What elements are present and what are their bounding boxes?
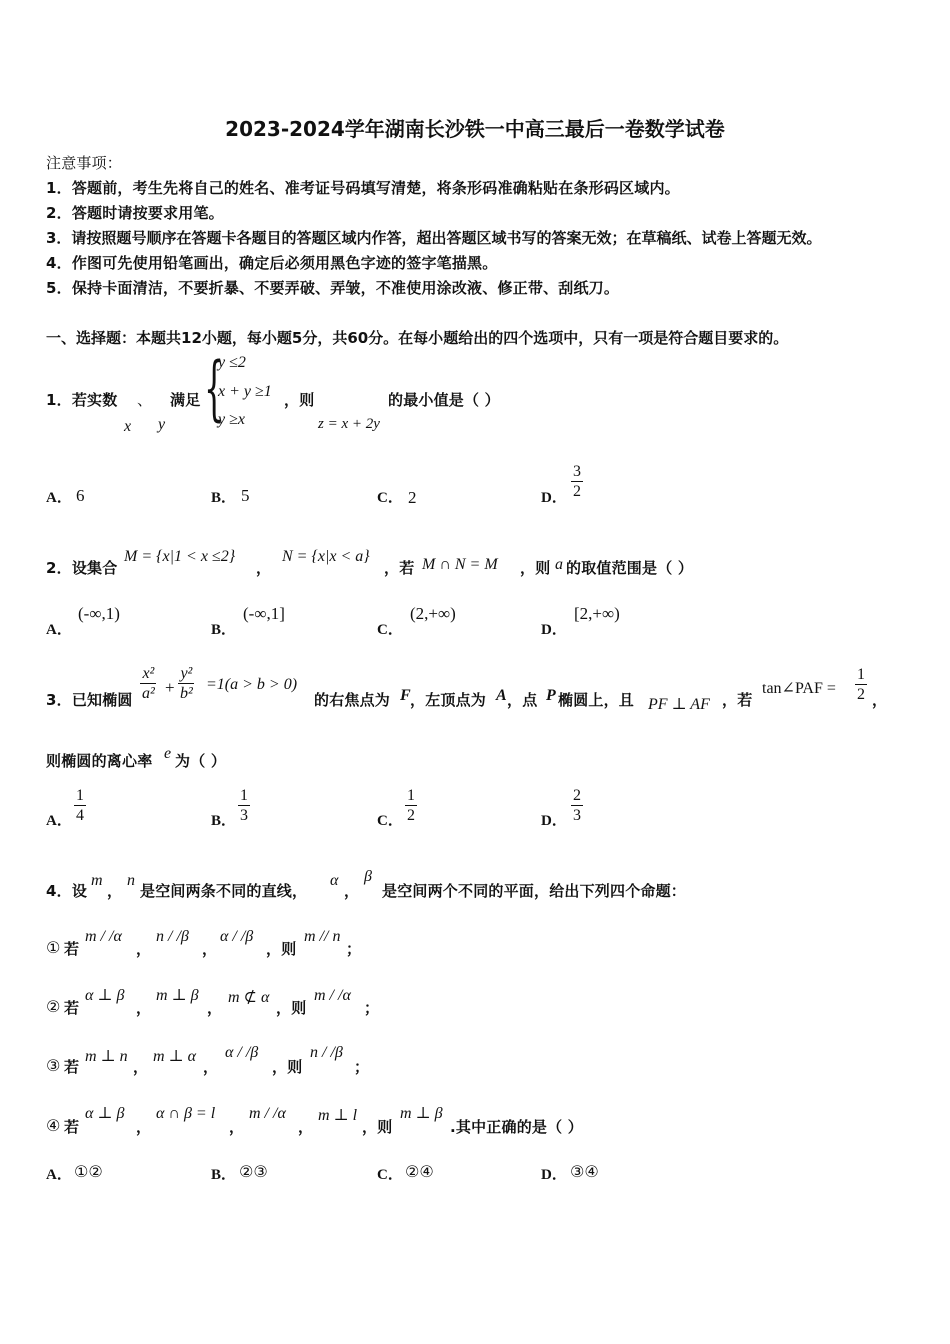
var-beta: β <box>364 868 372 885</box>
ze: ，则 <box>266 940 297 958</box>
prop-4-cond-c: m / /α <box>249 1105 286 1122</box>
notes-heading: 注意事项： <box>46 154 123 172</box>
q2-comma: ， <box>256 559 272 577</box>
numerator: x² <box>142 665 155 682</box>
comma: ， <box>202 940 218 958</box>
comma: ， <box>136 1118 152 1136</box>
ruo: 若 <box>64 999 80 1017</box>
ellipse-x-term <box>140 664 157 703</box>
ruo: 若 <box>64 1118 80 1136</box>
prop-2-result: m / /α <box>314 987 351 1004</box>
option-c-fraction[interactable] <box>405 786 417 825</box>
note-item: 3．请按照题号顺序在答题卡各题目的答题区域内作答，超出答题区域书写的答案无效；在草稿纸、试卷上答题无效。 <box>46 229 822 247</box>
ze: ，则 <box>362 1118 393 1136</box>
point-p: P <box>546 687 556 704</box>
point-f: F <box>400 687 411 704</box>
option-b-value[interactable]: (-∞,1] <box>243 604 285 623</box>
var-m: m <box>91 872 103 889</box>
page-title: 2023-2024学年湖南长沙铁一中高三最后一卷数学试卷 <box>225 117 725 141</box>
intersection-cond: M ∩ N = M <box>422 556 498 573</box>
option-a-fraction[interactable] <box>74 786 86 825</box>
option-d-label[interactable]: D． <box>541 1167 567 1183</box>
var-e: e <box>164 745 172 762</box>
q2-mid: ，若 <box>384 559 415 577</box>
option-a-value[interactable]: 6 <box>76 486 85 505</box>
q3-text1: 的右焦点为 <box>314 691 391 709</box>
q4-comma: ， <box>344 882 360 900</box>
comma: ， <box>298 1118 314 1136</box>
prop-1-cond-c: α / /β <box>220 928 254 945</box>
set-n: N = {x|x < a} <box>282 548 370 565</box>
prop-3-mark: ③ <box>46 1056 61 1075</box>
perpendicular-cond: PF ⊥ AF <box>648 696 710 713</box>
var-y: y <box>158 416 166 433</box>
q3-text6: ， <box>872 691 888 709</box>
option-a-label[interactable]: A． <box>46 622 72 638</box>
left-brace: { <box>204 347 225 429</box>
q1-prefix: 1．若实数 <box>46 391 118 409</box>
denominator: 3 <box>240 807 248 824</box>
var-a: a <box>555 556 563 573</box>
prop-1-mark: ① <box>46 938 61 957</box>
denominator: 4 <box>76 807 84 824</box>
prop-2-cond-c: m ⊄ α <box>228 989 270 1006</box>
denominator: a² <box>142 685 155 702</box>
prop-3-cond-a: m ⊥ n <box>85 1048 128 1065</box>
var-alpha: α <box>330 872 339 889</box>
semicolon: ； <box>354 1058 370 1076</box>
point-a: A <box>496 687 507 704</box>
option-c-value[interactable]: (2,+∞) <box>410 604 456 623</box>
q3-prefix: 3．已知椭圆 <box>46 691 133 709</box>
ruo: 若 <box>64 1058 80 1076</box>
option-d-label[interactable]: D． <box>541 813 567 829</box>
numerator: y² <box>180 665 193 682</box>
numerator: 2 <box>573 787 581 804</box>
option-b-label[interactable]: B． <box>211 490 237 506</box>
tan-fraction <box>855 665 867 704</box>
q3-text2: ，左顶点为 <box>410 691 487 709</box>
option-b-label[interactable]: B． <box>211 622 237 638</box>
denominator: 2 <box>573 483 581 500</box>
prop-1-cond-a: m / /α <box>85 928 122 945</box>
q3-text4: 椭圆上，且 <box>558 691 635 709</box>
prop-3-cond-b: m ⊥ α <box>153 1048 196 1065</box>
comma: ， <box>136 999 152 1017</box>
q2-suffix: 的取值范围是（ ） <box>566 559 694 577</box>
option-a-label[interactable]: A． <box>46 490 72 506</box>
q3-line2a: 则椭圆的离心率 <box>46 752 153 770</box>
q1-suffix: 的最小值是（ ） <box>388 391 500 409</box>
option-c-value[interactable]: ②④ <box>405 1162 434 1181</box>
q2-prefix: 2．设集合 <box>46 559 118 577</box>
semicolon: ； <box>346 940 362 958</box>
option-b-value[interactable]: 5 <box>241 486 250 505</box>
comma: ， <box>203 1058 219 1076</box>
q3-text5: ，若 <box>722 691 753 709</box>
option-d-value[interactable]: [2,+∞) <box>574 604 620 623</box>
q4-text1: 是空间两条不同的直线， <box>140 882 308 900</box>
comma: ， <box>207 999 223 1017</box>
numerator: 1 <box>407 787 415 804</box>
q1-then: ，则 <box>284 391 315 409</box>
numerator: 1 <box>240 787 248 804</box>
tan-cond: tan∠PAF = <box>762 680 836 697</box>
denominator: 3 <box>573 807 581 824</box>
ze: ，则 <box>272 1058 303 1076</box>
note-item: 5．保持卡面清洁，不要折暴、不要弄破、弄皱，不准使用涂改液、修正带、刮纸刀。 <box>46 279 620 297</box>
prop-4-cond-b: α ∩ β = l <box>156 1105 216 1122</box>
option-d-fraction[interactable] <box>571 786 583 825</box>
q2-mid2: ，则 <box>520 559 551 577</box>
denominator: b² <box>180 685 193 702</box>
ellipse-y-term <box>178 664 195 703</box>
note-item: 2．答题时请按要求用笔。 <box>46 204 224 222</box>
prop-4-tail: .其中正确的是（ ） <box>450 1118 583 1136</box>
note-item: 1．答题前，考生先将自己的姓名、准考证号码填写清楚，将条形码准确粘贴在条形码区域内。 <box>46 179 680 197</box>
prop-4-result: m ⊥ β <box>400 1105 443 1122</box>
prop-3-cond-c: α / /β <box>225 1044 259 1061</box>
semicolon: ； <box>364 999 380 1017</box>
constraint-3: y ≥x <box>218 411 245 428</box>
option-c-label[interactable]: C． <box>377 1167 403 1183</box>
option-b-label[interactable]: B． <box>211 813 237 829</box>
option-c-label[interactable]: C． <box>377 622 403 638</box>
option-d-value[interactable]: ③④ <box>570 1162 599 1181</box>
prop-1-cond-b: n / /β <box>156 928 189 945</box>
q3-line2b: 为（ ） <box>175 752 227 770</box>
prop-4-cond-d: m ⊥ l <box>318 1107 358 1124</box>
prop-4-mark: ④ <box>46 1116 61 1135</box>
prop-2-cond-b: m ⊥ β <box>156 987 199 1004</box>
numerator: 3 <box>573 463 581 480</box>
prop-3-result: n / /β <box>310 1044 343 1061</box>
q1-cond: 满足 <box>170 391 201 409</box>
ze: ，则 <box>276 999 307 1017</box>
option-d-label[interactable]: D． <box>541 622 567 638</box>
option-d-label[interactable]: D． <box>541 490 567 506</box>
option-b-label[interactable]: B． <box>211 1167 237 1183</box>
option-a-label[interactable]: A． <box>46 1167 72 1183</box>
option-b-value[interactable]: ②③ <box>239 1162 268 1181</box>
denominator: 2 <box>857 686 865 703</box>
numerator: 1 <box>76 787 84 804</box>
constraint-2: x + y ≥1 <box>218 383 272 400</box>
option-c-value[interactable]: 2 <box>408 488 417 507</box>
section-heading: 一、选择题：本题共12小题，每小题5分，共60分。在每小题给出的四个选项中，只有一项是符合题目要求的。 <box>46 329 789 347</box>
constraint-1: y ≤2 <box>218 354 246 371</box>
option-c-label[interactable]: C． <box>377 813 403 829</box>
comma: ， <box>136 940 152 958</box>
var-n: n <box>127 872 135 889</box>
note-item: 4．作图可先使用铅笔画出，确定后必须用黑色字迹的签字笔描黑。 <box>46 254 498 272</box>
var-x: x <box>124 418 132 435</box>
plus-sign: + <box>165 678 175 697</box>
ellipse-rest: =1(a > b > 0) <box>206 676 298 693</box>
q4-prefix: 4．设 <box>46 882 88 900</box>
comma: ， <box>133 1058 149 1076</box>
option-d-fraction[interactable] <box>571 462 583 501</box>
option-a-value[interactable]: (-∞,1) <box>78 604 120 623</box>
option-a-label[interactable]: A． <box>46 813 72 829</box>
prop-2-cond-a: α ⊥ β <box>85 987 125 1004</box>
prop-4-cond-a: α ⊥ β <box>85 1105 125 1122</box>
prop-2-mark: ② <box>46 997 61 1016</box>
option-a-value[interactable]: ①② <box>74 1162 103 1181</box>
q3-text3: ，点 <box>507 691 538 709</box>
q1-sep: 、 <box>137 391 153 409</box>
prop-1-result: m // n <box>304 928 341 945</box>
set-m: M = {x|1 < x ≤2} <box>124 548 236 565</box>
ruo: 若 <box>64 940 80 958</box>
objective-z: z = x + 2y <box>318 416 380 432</box>
q4-text2: 是空间两个不同的平面，给出下列四个命题： <box>382 882 687 900</box>
option-b-fraction[interactable] <box>238 786 250 825</box>
numerator: 1 <box>857 666 865 683</box>
denominator: 2 <box>407 807 415 824</box>
comma: ， <box>229 1118 245 1136</box>
q4-comma: ， <box>107 882 123 900</box>
option-c-label[interactable]: C． <box>377 490 403 506</box>
